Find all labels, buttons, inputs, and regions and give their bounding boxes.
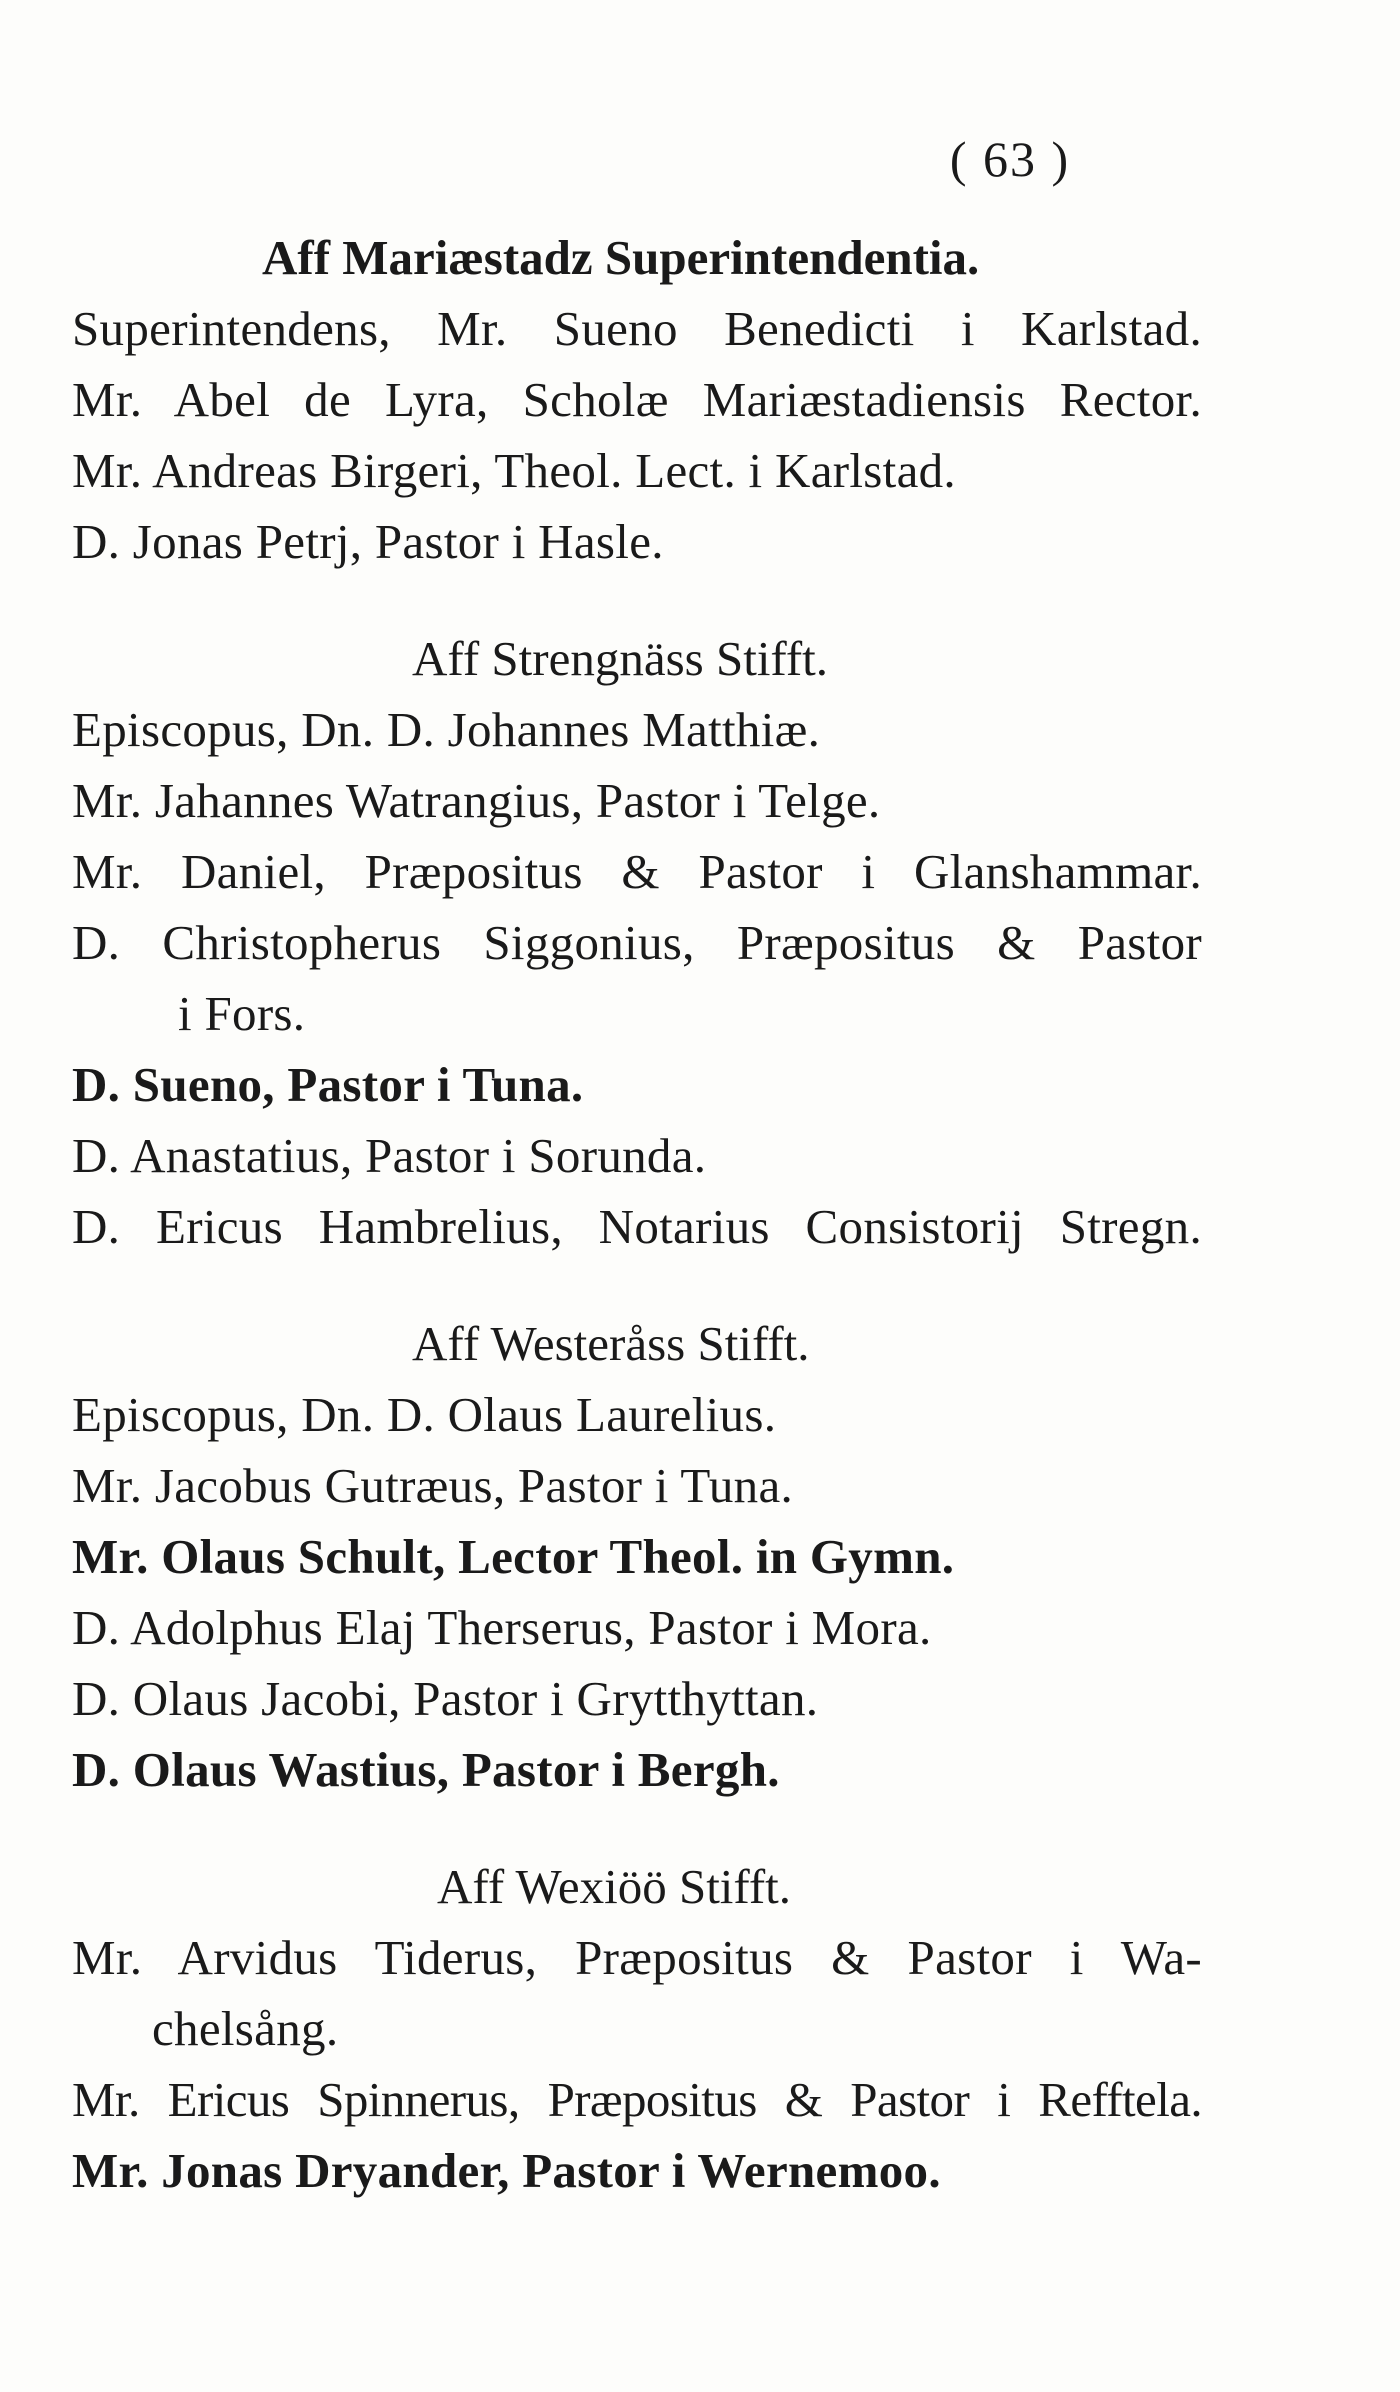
entry-line: Superintendens, Mr. Sueno Benedicti i Karlstad. [72,301,1202,356]
section-heading-strengnass: Aff Strengnäss Stifft. [412,631,829,686]
entry-line: D. Ericus Hambrelius, Notarius Consistorij Stregn. [72,1199,1202,1254]
section-heading-westerass: Aff Westeråss Stifft. [412,1316,810,1371]
entry-line: Episcopus, Dn. D. Johannes Matthiæ. [72,702,821,757]
page-number: ( 63 ) [949,131,1071,187]
entry-line-continuation: i Fors. [178,986,306,1041]
entry-line: Mr. Jonas Dryander, Pastor i Wernemoo. [72,2143,941,2198]
section-gap [72,1262,1202,1308]
section-heading-wexioo: Aff Wexiöö Stifft. [437,1859,792,1914]
section-heading-mariaestadz: Aff Mariæstadz Superintendentia. [262,230,980,285]
section-gap [72,1805,1202,1851]
entry-line: D. Christopherus Siggonius, Præpositus & Pastor [72,915,1202,970]
entry-line-continuation: chelsång. [152,2001,339,2056]
entry-line: D. Olaus Wastius, Pastor i Bergh. [72,1742,780,1797]
entry-line: Episcopus, Dn. D. Olaus Laurelius. [72,1387,777,1442]
entry-line: D. Adolphus Elaj Therserus, Pastor i Mora. [72,1600,932,1655]
entry-line: Mr. Jacobus Gutræus, Pastor i Tuna. [72,1458,794,1513]
entry-line: D. Jonas Petrj, Pastor i Hasle. [72,514,664,569]
entry-line: Mr. Daniel, Præpositus & Pastor i Glanshammar. [72,844,1202,899]
entry-line: D. Sueno, Pastor i Tuna. [72,1057,584,1112]
entry-line: D. Anastatius, Pastor i Sorunda. [72,1128,707,1183]
text-body [72,222,1202,2206]
section-gap [72,577,1202,623]
entry-line: Mr. Olaus Schult, Lector Theol. in Gymn. [72,1529,955,1584]
entry-line: D. Olaus Jacobi, Pastor i Grytthyttan. [72,1671,819,1726]
entry-line: Mr. Abel de Lyra, Scholæ Mariæstadiensis Rector. [72,372,1202,427]
entry-line: Mr. Ericus Spinnerus, Præpositus & Pastor i Refftela. [72,2072,1202,2127]
entry-line: Mr. Andreas Birgeri, Theol. Lect. i Karlstad. [72,443,956,498]
entry-line: Mr. Arvidus Tiderus, Præpositus & Pastor i Wa- [72,1930,1202,1985]
entry-line: Mr. Jahannes Watrangius, Pastor i Telge. [72,773,881,828]
